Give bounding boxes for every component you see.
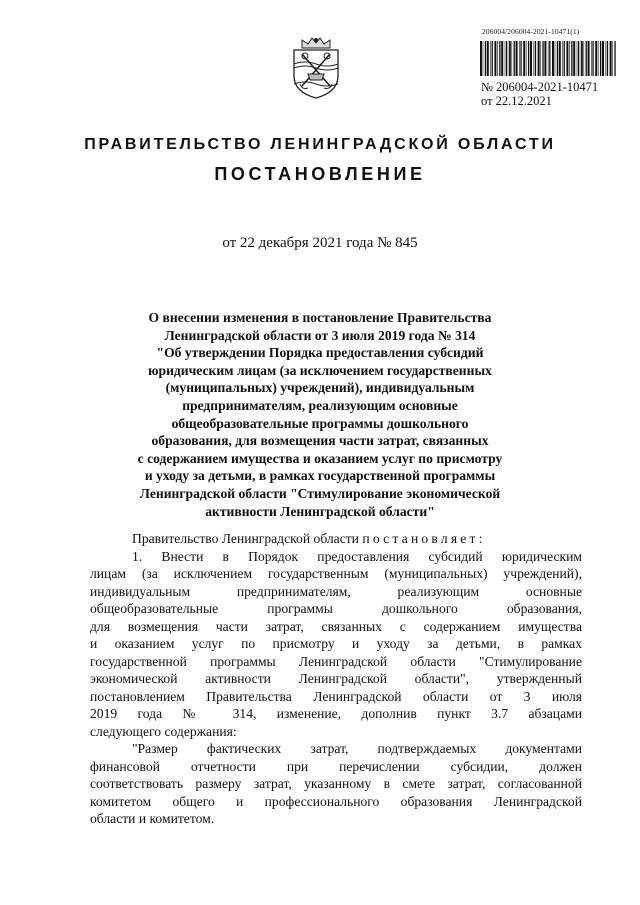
- body-line: постановлением Правительства Ленинградской области от 3 июля: [90, 688, 582, 704]
- coat-of-arms-emblem: [288, 34, 344, 102]
- heading-line: О внесении изменения в постановление Правительства: [148, 310, 492, 325]
- document-type: ПОСТАНОВЛЕНИЕ: [214, 164, 426, 184]
- body-line: комитетом общего и профессионального образования Ленинградской: [90, 793, 582, 809]
- body-line: "Размер фактических затрат, подтверждаемых документами: [132, 741, 582, 756]
- body-line: экономической активности Ленинградской области", утвержденный: [90, 671, 582, 686]
- body-line: для возмещения части затрат, связанных с содержанием имущества: [90, 618, 582, 634]
- heading-line: и уходу за детьми, в рамках государственной программы: [144, 468, 496, 484]
- body-line: индивидуальным предпринимателям, реализующим основные: [90, 583, 582, 599]
- body-line: соответствовать размеру затрат, указанному в смете затрат, согласованной: [90, 776, 582, 791]
- preamble-prefix: Правительство Ленинградской области: [132, 531, 359, 546]
- body-line: финансовой отчетности при перечислении субсидии, должен: [90, 758, 582, 774]
- document-code: 206004/206004-2021-10471(1): [482, 27, 580, 36]
- document-heading: [100, 309, 540, 520]
- heading-line: предпринимателям, реализующим основные: [182, 397, 458, 413]
- organization-title: ПРАВИТЕЛЬСТВО ЛЕНИНГРАДСКОЙ ОБЛАСТИ: [84, 136, 556, 153]
- body-line: государственной программы Ленинградской области "Стимулирование: [90, 653, 582, 669]
- heading-line: Ленинградской области "Стимулирование экономической: [139, 485, 501, 501]
- body-line: 2019 года № 314, изменение, дополнив пункт 3.7 абзацами: [90, 706, 582, 721]
- heading-line: образования, для возмещения части затрат, связанных: [151, 433, 489, 449]
- heading-line: активности Ленинградской области": [205, 503, 435, 519]
- heading-line: юридическим лицам (за исключением государственных: [148, 362, 492, 378]
- heading-line: Ленинградской области от 3 июля 2019 года № 314: [164, 327, 476, 343]
- registration-number: № 206004-2021-10471: [481, 80, 599, 94]
- registration-date: от 22.12.2021: [481, 94, 552, 108]
- document-body: [90, 530, 582, 828]
- body-line: общеобразовательные программы дошкольного образования,: [90, 601, 582, 616]
- heading-line: "Об утверждении Порядка предоставления субсидий: [156, 345, 484, 361]
- preamble: [90, 530, 582, 548]
- body-line: лицам (за исключением государственным (муниципальных) учреждений),: [90, 566, 582, 581]
- heading-line: с содержанием имущества и оказанием услуг по присмотру: [137, 450, 503, 466]
- heading-line: общеобразовательные программы дошкольного: [171, 415, 469, 431]
- body-line: следующего содержания:: [90, 723, 237, 739]
- body-line: и оказанием услуг по присмотру и уходу за детьми, в рамках: [90, 636, 582, 651]
- preamble-decree-word: постановляет:: [362, 531, 486, 546]
- body-line: 1. Внести в Порядок предоставления субсидий юридическим: [132, 548, 582, 564]
- body-line: области и комитетом.: [90, 811, 215, 826]
- heading-line: (муниципальных) учреждений), индивидуальным: [165, 380, 475, 396]
- barcode: [479, 41, 617, 76]
- document-date-number: от 22 декабря 2021 года № 845: [222, 235, 418, 251]
